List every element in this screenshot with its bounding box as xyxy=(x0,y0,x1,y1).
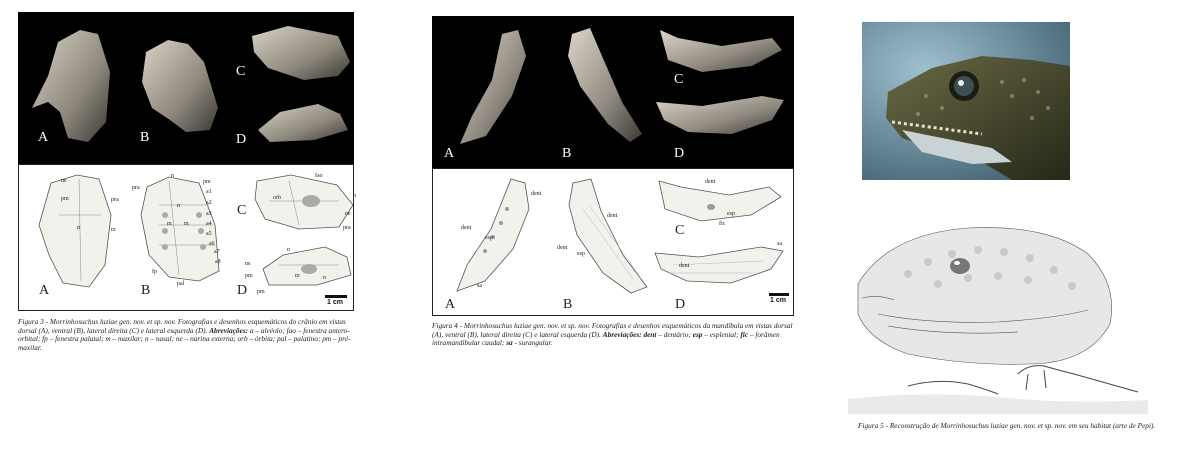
fig4-drawing-label-a: A xyxy=(445,297,456,312)
anno-a8: a8 xyxy=(215,259,221,265)
anno-ne: ne xyxy=(61,178,67,184)
anno-m: m xyxy=(111,227,116,233)
fig4-drawing-mandible-lateral-right xyxy=(659,181,781,221)
fig4-abbr-esp: esp xyxy=(692,329,703,339)
anno-n5: n xyxy=(287,247,290,253)
fig4-photo-label-d: D xyxy=(674,146,685,161)
anno-pm4: pm xyxy=(257,289,265,295)
fig4-mandible-photos xyxy=(432,16,794,168)
anno-m4: m xyxy=(295,273,300,279)
anno-n4: n xyxy=(353,193,356,199)
fig3-drawing-label-c: C xyxy=(237,203,247,218)
anno-a1: a1 xyxy=(206,189,212,195)
anno-a6: a6 xyxy=(209,241,215,247)
anno-pm3: pm xyxy=(245,273,253,279)
fig3-skull-photos xyxy=(18,12,354,164)
anno-a3: a3 xyxy=(206,211,212,217)
anno-dent: dent xyxy=(531,191,542,197)
fig4-scale-bar xyxy=(769,293,789,296)
fig3-drawing-label-b: B xyxy=(141,283,151,298)
fig3-caption-title: Figura 3 - Morrinhosuchus luziae gen. nov. et sp. nov. Fotografias e desenhos esquemáticos do crânio em vistas dorsal (A), ventral (B), lateral direita (C) e lateral esquerda (D). xyxy=(18,317,346,335)
fig3-photo-skull-dorsal xyxy=(32,30,110,142)
fig4-photo-mandible-lateral-left xyxy=(656,96,784,134)
fig4-photo-label-c: C xyxy=(674,72,684,87)
anno-pm: pm xyxy=(61,196,69,202)
anno-ne2: ne xyxy=(345,211,351,217)
anno-n3: n xyxy=(177,203,180,209)
fig5-color-head-illustration xyxy=(862,22,1070,180)
fig3-photo-label-b: B xyxy=(140,130,150,145)
fig4-drawing-panel xyxy=(432,168,794,316)
fig4-photo-mandible-lateral-right xyxy=(660,30,782,72)
anno-fic: fic xyxy=(719,221,726,227)
fig3-caption-abbr-label: Abreviações: xyxy=(209,325,249,335)
anno-dent6: dent xyxy=(679,263,690,269)
anno-sa2: sa xyxy=(777,241,782,247)
fig4-photo-label-a: A xyxy=(444,146,455,161)
fig3-skull-drawings xyxy=(19,165,355,312)
fig4-abbr-fic-def: – forâmen intramandibular caudal; xyxy=(432,329,780,348)
fig3-scale-label: 1 cm xyxy=(327,299,343,306)
fig4-drawing-mandible-ventral xyxy=(569,179,647,293)
fig4-caption-title: Figura 4 - Morrinhosuchus luziae gen. nov. et sp. nov. Fotografias e desenhos esquemáticos da mandíbula em vistas dorsal (A), ventral (B), lateral direita (C) e lateral esquerda (D). xyxy=(432,321,793,339)
anno-a5: a5 xyxy=(206,231,212,237)
fig4-photo-panel xyxy=(432,16,794,168)
fig3-photo-label-c: C xyxy=(236,64,246,79)
anno-pal: pal xyxy=(177,281,185,287)
fig4-mandible-drawings xyxy=(433,169,795,317)
fig5-pencil-sketch-illustration xyxy=(848,214,1148,414)
anno-pra3: pra xyxy=(343,225,351,231)
anno-pm2: pm xyxy=(203,179,211,185)
fig3-photo-label-d: D xyxy=(236,132,247,147)
fig3-scale-bar xyxy=(325,295,347,298)
fig3-caption xyxy=(18,318,354,352)
fig4-photo-label-b: B xyxy=(562,146,572,161)
fig3-drawing-label-a: A xyxy=(39,283,50,298)
fig4-scale-label: 1 cm xyxy=(770,297,786,304)
fig4-drawing-label-c: C xyxy=(675,223,685,238)
fig4-caption xyxy=(432,322,794,348)
anno-n6: n xyxy=(323,275,326,281)
fig4-abbr-sa-def: - surangular. xyxy=(512,338,553,348)
anno-dent2: dent xyxy=(461,225,472,231)
anno-dent4: dent xyxy=(557,245,568,251)
anno-ne3: ne xyxy=(245,261,251,267)
anno-pra2: pra xyxy=(132,185,140,191)
fig4-caption-abbr-label: Abreviações: xyxy=(602,329,642,339)
anno-m2: m xyxy=(167,221,172,227)
fig4-abbr-dent: dent xyxy=(643,329,657,339)
fig4-abbr-dent-def: – dentário; xyxy=(656,329,693,339)
fig3-drawing-panel xyxy=(18,164,354,311)
anno-orb: orb xyxy=(273,195,281,201)
anno-pra: pra xyxy=(111,197,119,203)
anno-n2: n xyxy=(171,173,174,179)
anno-a7: a7 xyxy=(214,249,220,255)
fig4-drawing-label-b: B xyxy=(563,297,573,312)
fig3-photo-skull-lateral-right xyxy=(252,26,350,80)
anno-esp: esp xyxy=(485,235,493,241)
anno-a4: a4 xyxy=(206,221,212,227)
anno-m3: m xyxy=(184,221,189,227)
fig4-photo-mandible-ventral xyxy=(568,28,642,142)
anno-esp2: esp xyxy=(577,251,585,257)
fig4-abbr-fic: fic xyxy=(740,329,749,339)
fig3-drawing-label-d: D xyxy=(237,283,248,298)
fig3-photo-skull-ventral xyxy=(142,40,218,132)
anno-fp: fp xyxy=(152,269,157,275)
fig4-abbr-esp-def: – esplenial; xyxy=(702,329,741,339)
anno-dent5: dent xyxy=(705,179,716,185)
fig4-abbr-sa: sa xyxy=(506,338,513,348)
anno-n: n xyxy=(77,225,80,231)
fig3-photo-label-a: A xyxy=(38,130,49,145)
fig4-photo-mandible-dorsal xyxy=(460,30,526,144)
fig5-caption: Figura 5 - Reconstrução de Morrinhosuchus luziae gen. nov. et sp. nov. em seu habitat (arte de Pepi). xyxy=(858,421,1156,430)
fig3-caption-abbr: a – alvéolo; fao – fenestra antero-orbital; fp – fenestra palatal; m – maxilar; n – nasal; ne – narina externa; orb – órbita; pal – palatino; pm – pré-maxilar. xyxy=(18,325,351,352)
anno-dent3: dent xyxy=(607,213,618,219)
fig4-drawing-label-d: D xyxy=(675,297,686,312)
anno-esp3: esp xyxy=(727,211,735,217)
anno-fao: fao xyxy=(315,173,323,179)
anno-a2: a2 xyxy=(206,200,212,206)
fig3-photo-panel xyxy=(18,12,354,164)
fig3-drawing-skull-dorsal xyxy=(39,175,111,287)
anno-sa: sa xyxy=(477,283,482,289)
fig3-photo-skull-lateral-left xyxy=(258,104,348,142)
